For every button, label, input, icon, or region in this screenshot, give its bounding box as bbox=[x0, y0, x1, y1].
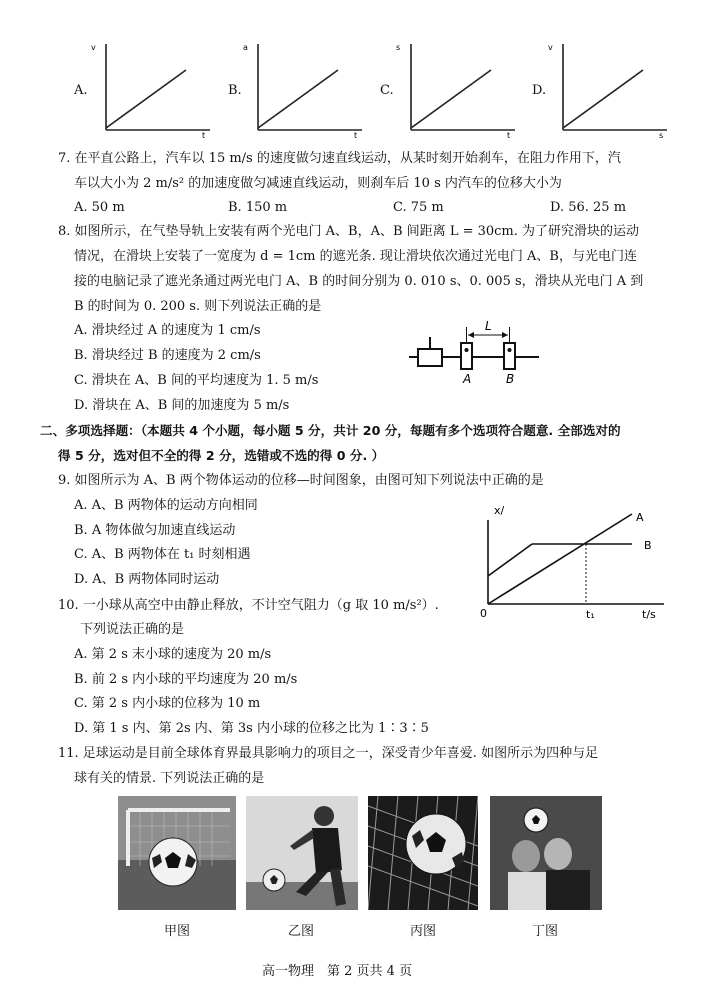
q8-option-d: D. 滑块在 A、B 间的加速度为 5 m/s bbox=[74, 398, 290, 413]
dim-label-l: L bbox=[485, 319, 492, 333]
q8-option-c: C. 滑块在 A、B 间的平均速度为 1. 5 m/s bbox=[74, 373, 319, 388]
q9-origin: 0 bbox=[480, 607, 487, 620]
gate-a bbox=[461, 343, 472, 369]
q9-t1: t₁ bbox=[586, 608, 595, 621]
line-b bbox=[488, 544, 532, 576]
section2-line2: 得 5 分，选对但不全的得 2 分，选错或不选的得 0 分. ） bbox=[58, 448, 385, 463]
air-track-diagram bbox=[405, 315, 545, 387]
q7-option-b: B. 150 m bbox=[228, 200, 288, 215]
caption-yi: 乙图 bbox=[288, 924, 315, 939]
q6-c-xlabel: t bbox=[507, 131, 511, 140]
photo-bing bbox=[368, 796, 478, 910]
q8-option-b: B. 滑块经过 B 的速度为 2 cm/s bbox=[74, 348, 261, 363]
q11-line1: 11. 足球运动是目前全球体育界最具影响力的项目之一，深受青少年喜爱. 如图所示为四种与足 bbox=[58, 746, 599, 761]
page-footer: 高一物理 第 2 页共 4 页 bbox=[262, 964, 413, 979]
q7-option-d: D. 56. 25 m bbox=[550, 200, 627, 215]
photo-yi bbox=[246, 796, 358, 910]
q7-line2: 车以大小为 2 m/s² 的加速度做匀减速直线运动，则刹车后 10 s 内汽车的位移大小为 bbox=[74, 176, 562, 191]
caption-ding: 丁图 bbox=[532, 924, 559, 939]
caption-jia: 甲图 bbox=[164, 924, 191, 939]
q6-d-xlabel: s bbox=[659, 131, 664, 140]
q9-line1: 9. 如图所示为 A、B 两个物体运动的位移—时间图象，由图可知下列说法中正确的是 bbox=[58, 473, 544, 488]
q10-line1: 10. 一小球从高空中由静止释放，不计空气阻力（g 取 10 m/s²）. bbox=[58, 598, 439, 613]
q6-option-b-letter: B. bbox=[228, 83, 242, 98]
q8-line3: 接的电脑记录了遮光条通过两光电门 A、B 的时间分别为 0. 010 s、0. 005 s，滑块从光电门 A 到 bbox=[74, 274, 644, 289]
section2-line1: 二、多项选择题：（本题共 4 个小题，每小题 5 分，共计 20 分，每题有多个选项符合题意. 全部选对的 bbox=[40, 423, 621, 438]
photo-ding bbox=[490, 796, 602, 910]
q6-c-ylabel: s bbox=[396, 43, 401, 52]
line-a bbox=[488, 514, 632, 604]
q6-d-ylabel: v bbox=[548, 43, 553, 52]
gate-b bbox=[504, 343, 515, 369]
q9-label-b: B bbox=[644, 539, 652, 552]
q8-option-a: A. 滑块经过 A 的速度为 1 cm/s bbox=[74, 323, 261, 338]
photo-jia bbox=[118, 796, 236, 910]
q6-a-xlabel: t bbox=[202, 131, 206, 140]
q8-line4: B 的时间为 0. 200 s. 则下列说法正确的是 bbox=[74, 299, 322, 314]
q10-option-c: C. 第 2 s 内小球的位移为 10 m bbox=[74, 696, 261, 711]
q6-b-ylabel: a bbox=[243, 43, 248, 52]
q9-option-b: B. A 物体做匀加速直线运动 bbox=[74, 523, 236, 538]
q8-line1: 8. 如图所示，在气垫导轨上安装有两个光电门 A、B，A、B 间距离 L = 30cm. 为了研究滑块的运动 bbox=[58, 224, 640, 239]
q6-a-ylabel: v bbox=[91, 43, 96, 52]
q10-option-d: D. 第 1 s 内、第 2s 内、第 3s 内小球的位移之比为 1∶3∶5 bbox=[74, 721, 429, 736]
q6-option-c-letter: C. bbox=[380, 83, 394, 98]
q6-graph-b bbox=[240, 40, 365, 140]
q9-option-a: A. A、B 两物体的运动方向相同 bbox=[74, 498, 258, 513]
q6-graph-c bbox=[393, 40, 518, 140]
caption-bing: 丙图 bbox=[410, 924, 437, 939]
q7-line1: 7. 在平直公路上，汽车以 15 m/s 的速度做匀速直线运动，从某时刻开始刹车，在阻力作用下，汽 bbox=[58, 151, 621, 166]
q10-line2: 下列说法正确的是 bbox=[80, 622, 185, 637]
q9-xt-graph bbox=[472, 500, 687, 628]
q6-option-d-letter: D. bbox=[532, 83, 547, 98]
q9-option-d: D. A、B 两物体同时运动 bbox=[74, 572, 220, 587]
q6-option-a-letter: A. bbox=[74, 83, 88, 98]
slider-block bbox=[418, 349, 442, 366]
q8-line2: 情况，在滑块上安装了一宽度为 d = 1cm 的遮光条. 现让滑块依次通过光电门 A、B，与光电门连 bbox=[74, 249, 637, 264]
q6-b-xlabel: t bbox=[354, 131, 358, 140]
q7-option-c: C. 75 m bbox=[393, 200, 444, 215]
gate-label-b: B bbox=[506, 372, 515, 386]
q10-option-a: A. 第 2 s 末小球的速度为 20 m/s bbox=[74, 647, 272, 662]
gate-label-a: A bbox=[463, 372, 472, 386]
q10-option-b: B. 前 2 s 内小球的平均速度为 20 m/s bbox=[74, 672, 298, 687]
q6-graph-a bbox=[88, 40, 213, 140]
q7-option-a: A. 50 m bbox=[74, 200, 125, 215]
q11-line2: 球有关的情景. 下列说法正确的是 bbox=[74, 771, 265, 786]
q9-option-c: C. A、B 两物体在 t₁ 时刻相遇 bbox=[74, 547, 251, 562]
q6-graph-d bbox=[545, 40, 670, 140]
q9-label-a: A bbox=[636, 511, 644, 524]
q9-xlabel: t/s bbox=[642, 608, 656, 621]
q9-ylabel: x/ bbox=[494, 504, 505, 517]
